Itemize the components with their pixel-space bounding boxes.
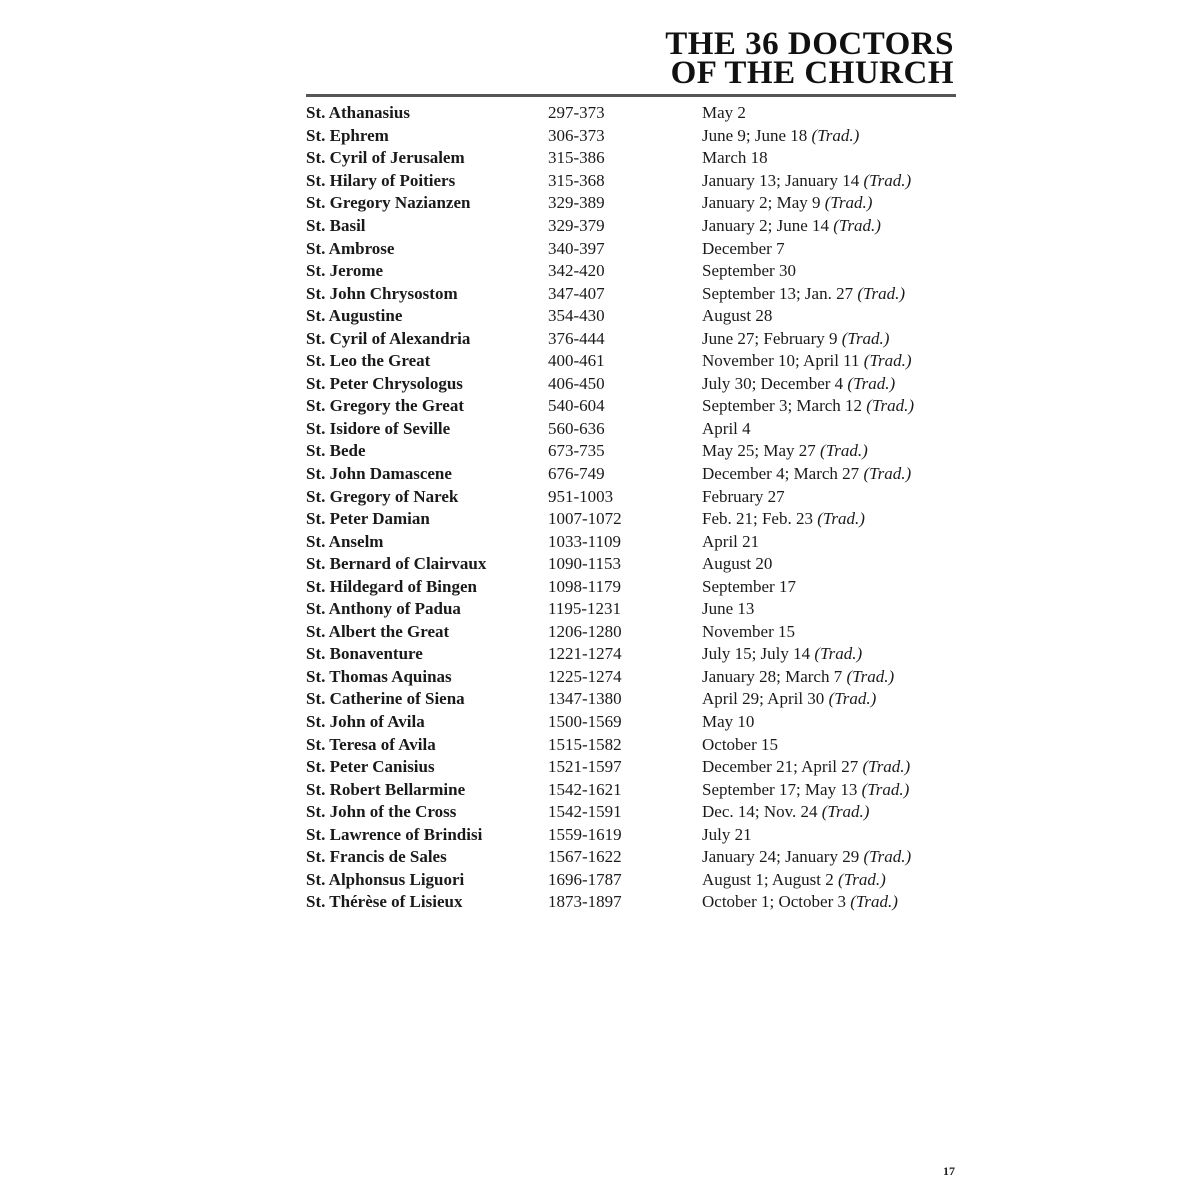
page-title bbox=[665, 26, 954, 91]
doctor-years: 1559-1619 bbox=[548, 824, 622, 844]
traditional-calendar-note: (Trad.) bbox=[846, 666, 895, 686]
traditional-calendar-note: (Trad.) bbox=[820, 441, 868, 461]
doctor-years: 1542-1591 bbox=[548, 802, 622, 822]
doctor-row bbox=[306, 215, 962, 238]
doctor-name: St. Peter Canisius bbox=[306, 757, 435, 777]
feast-date: May 25; May 27 bbox=[702, 441, 816, 461]
feast-date: June 27; February 9 bbox=[702, 328, 838, 348]
page-title-line-1: THE 36 DOCTORS bbox=[665, 26, 954, 62]
doctor-feast-day bbox=[702, 260, 962, 283]
doctor-name: St. Cyril of Jerusalem bbox=[306, 148, 465, 168]
doctor-feast-day bbox=[702, 643, 962, 666]
doctor-name: St. Anselm bbox=[306, 531, 384, 551]
doctor-name: St. Ambrose bbox=[306, 238, 395, 258]
doctor-years: 1500-1569 bbox=[548, 712, 622, 732]
doctor-row bbox=[306, 418, 962, 441]
feast-date: October 15 bbox=[702, 734, 779, 754]
feast-date: February 27 bbox=[702, 486, 785, 506]
doctor-row bbox=[306, 485, 962, 508]
doctor-years: 1521-1597 bbox=[548, 757, 622, 777]
doctor-feast-day bbox=[702, 846, 962, 869]
doctor-name: St. Leo the Great bbox=[306, 351, 431, 371]
doctor-name: St. Bede bbox=[306, 441, 366, 461]
doctor-years: 560-636 bbox=[548, 418, 605, 438]
doctor-name: St. Cyril of Alexandria bbox=[306, 328, 471, 348]
doctor-name: St. Peter Chrysologus bbox=[306, 373, 463, 393]
feast-date: June 13 bbox=[702, 599, 755, 619]
doctor-years: 354-430 bbox=[548, 306, 605, 326]
doctor-row bbox=[306, 125, 962, 148]
feast-date: Feb. 21; Feb. 23 bbox=[702, 509, 813, 529]
doctor-row bbox=[306, 395, 962, 418]
traditional-calendar-note: (Trad.) bbox=[838, 869, 886, 889]
doctor-name: St. Gregory the Great bbox=[306, 396, 464, 416]
doctor-feast-day bbox=[702, 125, 962, 148]
doctor-years: 340-397 bbox=[548, 238, 605, 258]
doctor-name: St. Gregory Nazianzen bbox=[306, 193, 471, 213]
feast-date: September 13; Jan. 27 bbox=[702, 283, 854, 303]
doctor-row bbox=[306, 643, 962, 666]
doctor-feast-day bbox=[702, 350, 962, 373]
feast-date: January 28; March 7 bbox=[702, 666, 843, 686]
doctor-years: 329-379 bbox=[548, 216, 605, 235]
doctor-name: St. Athanasius bbox=[306, 103, 410, 123]
traditional-calendar-note: (Trad.) bbox=[833, 216, 881, 235]
traditional-calendar-note: (Trad.) bbox=[863, 170, 912, 190]
doctor-years: 1090-1153 bbox=[548, 554, 622, 574]
feast-date: August 28 bbox=[702, 306, 773, 326]
doctor-years: 1696-1787 bbox=[548, 869, 622, 889]
doctor-name: St. Thérèse of Lisieux bbox=[306, 892, 463, 912]
doctor-row bbox=[306, 688, 962, 711]
traditional-calendar-note: (Trad.) bbox=[841, 328, 890, 348]
feast-date: July 15; July 14 bbox=[702, 644, 811, 664]
traditional-calendar-note: (Trad.) bbox=[821, 802, 870, 822]
feast-date: Dec. 14; Nov. 24 bbox=[702, 802, 818, 822]
doctor-row bbox=[306, 327, 962, 350]
doctor-feast-day bbox=[702, 891, 962, 914]
doctor-name: St. Augustine bbox=[306, 306, 403, 326]
feast-date: September 17 bbox=[702, 576, 796, 596]
doctor-years: 1542-1621 bbox=[548, 779, 622, 799]
feast-date: January 13; January 14 bbox=[702, 170, 860, 190]
feast-date: November 10; April 11 bbox=[702, 351, 860, 371]
doctor-years: 347-407 bbox=[548, 283, 605, 303]
doctor-years: 376-444 bbox=[548, 328, 605, 348]
doctor-feast-day bbox=[702, 237, 962, 260]
doctor-years: 1206-1280 bbox=[548, 621, 622, 641]
doctor-row bbox=[306, 508, 962, 531]
doctor-row bbox=[306, 237, 962, 260]
doctor-name: St. Anthony of Padua bbox=[306, 599, 461, 619]
doctor-row bbox=[306, 102, 962, 125]
doctor-row bbox=[306, 711, 962, 734]
doctor-name: St. Gregory of Narek bbox=[306, 486, 459, 506]
doctor-feast-day bbox=[702, 711, 962, 734]
feast-date: April 4 bbox=[702, 418, 751, 438]
doctor-feast-day bbox=[702, 869, 962, 892]
page-number: 17 bbox=[943, 1164, 955, 1178]
feast-date: July 30; December 4 bbox=[702, 373, 844, 393]
feast-date: January 2; May 9 bbox=[702, 193, 821, 213]
doctor-years: 1007-1072 bbox=[548, 509, 622, 529]
feast-date: May 10 bbox=[702, 712, 755, 732]
title-divider bbox=[306, 94, 956, 97]
doctor-row bbox=[306, 869, 962, 892]
traditional-calendar-note: (Trad.) bbox=[814, 644, 863, 664]
doctor-feast-day bbox=[702, 485, 962, 508]
doctor-name: St. Francis de Sales bbox=[306, 847, 447, 867]
doctor-feast-day bbox=[702, 327, 962, 350]
doctor-feast-day bbox=[702, 463, 962, 486]
doctor-feast-day bbox=[702, 824, 962, 847]
doctor-feast-day bbox=[702, 282, 962, 305]
doctors-table bbox=[306, 102, 962, 914]
doctor-feast-day bbox=[702, 147, 962, 170]
feast-date: July 21 bbox=[702, 824, 752, 844]
doctor-feast-day bbox=[702, 373, 962, 396]
doctor-years: 329-389 bbox=[548, 193, 605, 213]
doctor-name: St. Hildegard of Bingen bbox=[306, 576, 477, 596]
doctor-feast-day bbox=[702, 440, 962, 463]
doctor-row bbox=[306, 260, 962, 283]
doctor-name: St. Hilary of Poitiers bbox=[306, 170, 456, 190]
feast-date: April 21 bbox=[702, 531, 760, 551]
doctor-row bbox=[306, 824, 962, 847]
doctor-name: St. Peter Damian bbox=[306, 509, 430, 529]
doctor-years: 1515-1582 bbox=[548, 734, 622, 754]
doctor-name: St. John Damascene bbox=[306, 464, 452, 484]
feast-date: September 17; May 13 bbox=[702, 779, 858, 799]
feast-date: June 9; June 18 bbox=[702, 125, 808, 145]
doctor-years: 1033-1109 bbox=[548, 531, 622, 551]
doctors-table-body bbox=[306, 102, 962, 914]
doctor-name: St. Lawrence of Brindisi bbox=[306, 824, 483, 844]
doctor-row bbox=[306, 170, 962, 193]
feast-date: December 21; April 27 bbox=[702, 757, 859, 777]
feast-date: January 24; January 29 bbox=[702, 847, 860, 867]
traditional-calendar-note: (Trad.) bbox=[850, 892, 898, 912]
traditional-calendar-note: (Trad.) bbox=[863, 351, 912, 371]
doctor-feast-day bbox=[702, 598, 962, 621]
traditional-calendar-note: (Trad.) bbox=[863, 847, 912, 867]
traditional-calendar-note: (Trad.) bbox=[824, 193, 873, 213]
doctor-feast-day bbox=[702, 170, 962, 193]
feast-date: September 3; March 12 bbox=[702, 396, 863, 416]
doctor-years: 306-373 bbox=[548, 125, 605, 145]
traditional-calendar-note: (Trad.) bbox=[862, 757, 911, 777]
feast-date: April 29; April 30 bbox=[702, 689, 825, 709]
feast-date: September 30 bbox=[702, 261, 796, 281]
traditional-calendar-note: (Trad.) bbox=[861, 779, 910, 799]
doctor-row bbox=[306, 350, 962, 373]
doctor-row bbox=[306, 147, 962, 170]
doctor-feast-day bbox=[702, 192, 962, 215]
doctor-years: 406-450 bbox=[548, 373, 605, 393]
doctor-row bbox=[306, 305, 962, 328]
doctor-years: 1195-1231 bbox=[548, 599, 622, 619]
doctor-name: St. John Chrysostom bbox=[306, 283, 458, 303]
doctor-years: 315-386 bbox=[548, 148, 605, 168]
doctor-row bbox=[306, 666, 962, 689]
feast-date: December 4; March 27 bbox=[702, 464, 860, 484]
doctor-name: St. Robert Bellarmine bbox=[306, 779, 466, 799]
doctor-feast-day bbox=[702, 778, 962, 801]
doctor-feast-day bbox=[702, 530, 962, 553]
doctor-years: 1873-1897 bbox=[548, 892, 622, 912]
doctor-row bbox=[306, 846, 962, 869]
doctor-years: 676-749 bbox=[548, 464, 605, 484]
doctor-years: 673-735 bbox=[548, 441, 605, 461]
traditional-calendar-note: (Trad.) bbox=[811, 125, 860, 145]
feast-date: January 2; June 14 bbox=[702, 216, 830, 235]
doctor-name: St. Catherine of Siena bbox=[306, 689, 465, 709]
doctor-years: 400-461 bbox=[548, 351, 605, 371]
doctor-row bbox=[306, 553, 962, 576]
doctor-row bbox=[306, 530, 962, 553]
doctor-years: 1221-1274 bbox=[548, 644, 622, 664]
doctor-row bbox=[306, 621, 962, 644]
feast-date: May 2 bbox=[702, 103, 746, 123]
feast-date: November 15 bbox=[702, 621, 796, 641]
doctor-row bbox=[306, 891, 962, 914]
traditional-calendar-note: (Trad.) bbox=[857, 283, 906, 303]
doctor-row bbox=[306, 733, 962, 756]
feast-date: March 18 bbox=[702, 148, 768, 168]
doctor-feast-day bbox=[702, 575, 962, 598]
doctor-feast-day bbox=[702, 508, 962, 531]
doctor-feast-day bbox=[702, 756, 962, 779]
doctor-years: 1225-1274 bbox=[548, 666, 622, 686]
doctor-name: St. John of Avila bbox=[306, 712, 425, 732]
doctor-feast-day bbox=[702, 733, 962, 756]
doctor-years: 342-420 bbox=[548, 261, 605, 281]
doctor-name: St. Basil bbox=[306, 216, 366, 235]
doctor-name: St. Jerome bbox=[306, 261, 384, 281]
doctor-row bbox=[306, 282, 962, 305]
doctor-years: 1567-1622 bbox=[548, 847, 622, 867]
doctor-years: 951-1003 bbox=[548, 486, 614, 506]
doctor-feast-day bbox=[702, 418, 962, 441]
doctor-name: St. Isidore of Seville bbox=[306, 418, 451, 438]
doctor-years: 1098-1179 bbox=[548, 576, 622, 596]
traditional-calendar-note: (Trad.) bbox=[863, 464, 912, 484]
doctor-feast-day bbox=[702, 553, 962, 576]
traditional-calendar-note: (Trad.) bbox=[828, 689, 877, 709]
doctor-row bbox=[306, 192, 962, 215]
doctor-row bbox=[306, 373, 962, 396]
doctor-years: 297-373 bbox=[548, 103, 605, 123]
doctor-name: St. John of the Cross bbox=[306, 802, 457, 822]
doctor-feast-day bbox=[702, 666, 962, 689]
doctor-feast-day bbox=[702, 215, 962, 238]
doctor-name: St. Bonaventure bbox=[306, 644, 423, 664]
doctor-feast-day bbox=[702, 395, 962, 418]
feast-date: August 1; August 2 bbox=[702, 869, 834, 889]
doctor-name: St. Alphonsus Liguori bbox=[306, 869, 465, 889]
doctor-years: 315-368 bbox=[548, 170, 605, 190]
doctor-feast-day bbox=[702, 305, 962, 328]
page-title-line-2: OF THE CHURCH bbox=[670, 55, 954, 91]
feast-date: August 20 bbox=[702, 554, 773, 574]
feast-date: December 7 bbox=[702, 238, 785, 258]
doctor-feast-day bbox=[702, 801, 962, 824]
doctor-name: St. Albert the Great bbox=[306, 621, 450, 641]
doctor-years: 540-604 bbox=[548, 396, 605, 416]
doctor-name: St. Ephrem bbox=[306, 125, 389, 145]
traditional-calendar-note: (Trad.) bbox=[866, 396, 915, 416]
doctor-feast-day bbox=[702, 102, 962, 125]
feast-date: October 1; October 3 bbox=[702, 892, 846, 912]
doctor-name: St. Thomas Aquinas bbox=[306, 666, 452, 686]
doctor-name: St. Teresa of Avila bbox=[306, 734, 436, 754]
doctor-name: St. Bernard of Clairvaux bbox=[306, 554, 487, 574]
doctor-row bbox=[306, 756, 962, 779]
traditional-calendar-note: (Trad.) bbox=[847, 373, 896, 393]
doctor-row bbox=[306, 575, 962, 598]
doctor-feast-day bbox=[702, 688, 962, 711]
doctor-row bbox=[306, 598, 962, 621]
doctor-row bbox=[306, 801, 962, 824]
doctor-row bbox=[306, 778, 962, 801]
doctor-row bbox=[306, 463, 962, 486]
doctor-feast-day bbox=[702, 621, 962, 644]
traditional-calendar-note: (Trad.) bbox=[817, 509, 865, 529]
doctor-years: 1347-1380 bbox=[548, 689, 622, 709]
doctor-row bbox=[306, 440, 962, 463]
